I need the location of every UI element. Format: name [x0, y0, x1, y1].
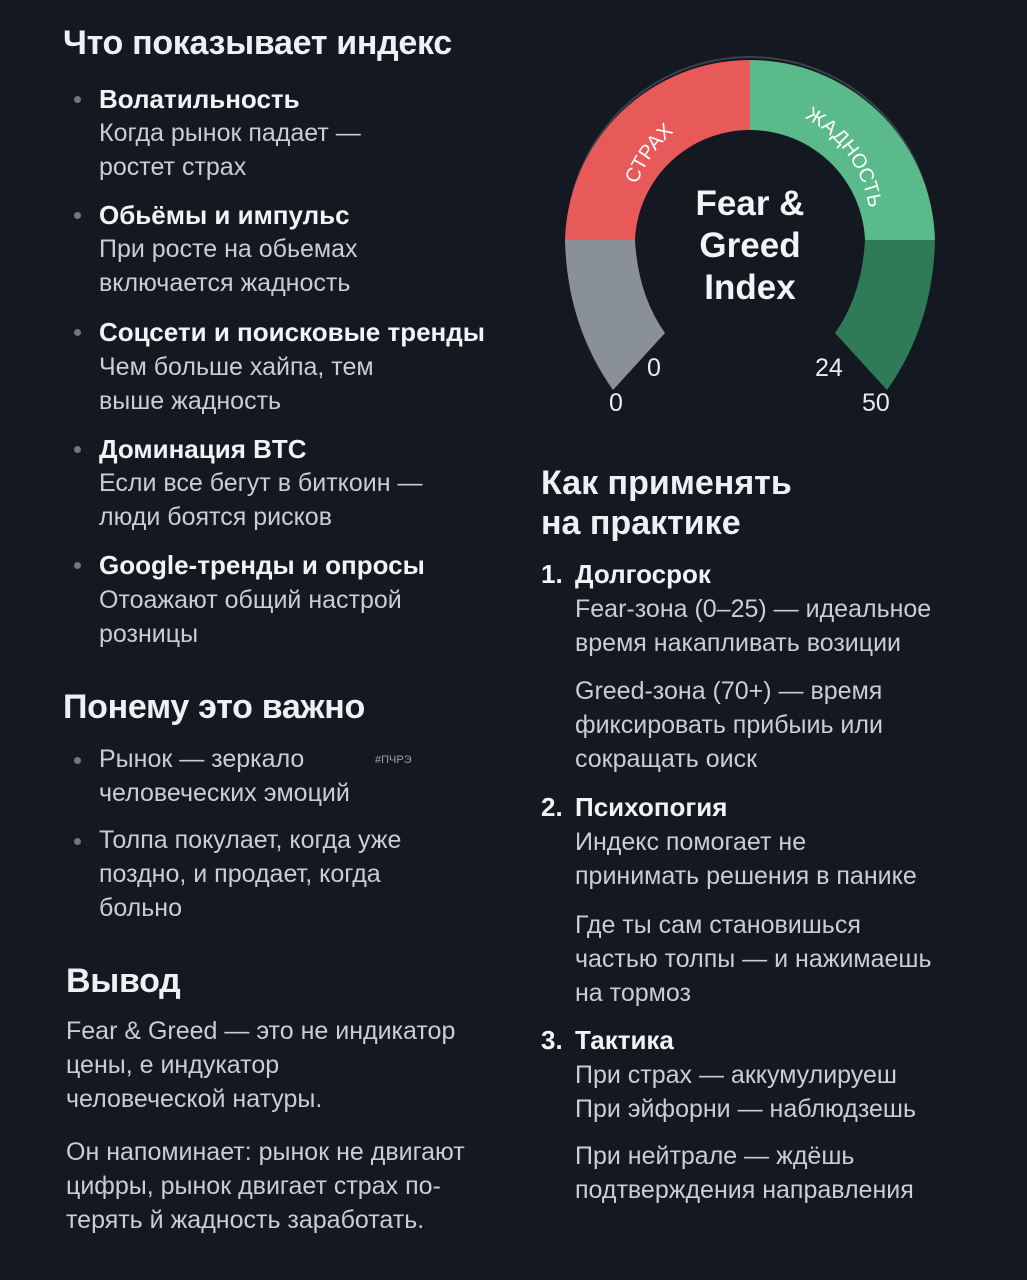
indicator-text: включается жадность	[99, 269, 351, 297]
step-number: 1.	[541, 559, 563, 589]
greed-label: ЖАДНОСТЬ	[802, 103, 886, 210]
indicator-head: Соцсети и поисковые тренды	[99, 317, 485, 347]
step-text: на тормоз	[575, 979, 691, 1007]
step-text: Индекс помогает не	[575, 828, 807, 856]
step-text: частью толпы — и нажимаешь	[575, 945, 932, 973]
conclusion-line: цифры, рынок двигает страх по-	[66, 1172, 441, 1200]
step-text: Fear-зона (0–25) — идеальное	[575, 595, 932, 623]
gauge-title	[670, 183, 830, 309]
step-text: фиксировать прибыиь или	[575, 711, 883, 739]
indicator-text: люди боятся рисков	[99, 503, 332, 531]
indicator-text: розницы	[99, 620, 199, 648]
section-title-practice	[541, 463, 792, 543]
step-text: сокращать оиск	[575, 745, 758, 773]
step-text: При нейтрале — ждёшь	[575, 1142, 855, 1170]
indicator-head: Доминация BTC	[99, 434, 307, 464]
why-text: поздно, и продает, когда	[99, 860, 381, 888]
indicator-text: Когда рынок падает —	[99, 119, 361, 147]
why-text: Толпа покулает, когда уже	[99, 826, 402, 854]
step-text: Где ты сам становишься	[575, 911, 861, 939]
bullet-dot	[74, 757, 81, 764]
step-head: Тактика	[575, 1025, 674, 1055]
step-number: 2.	[541, 792, 563, 822]
practice-title-line: на практике	[541, 504, 741, 542]
step-number: 3.	[541, 1025, 563, 1055]
step-head: Долгосрок	[575, 559, 711, 589]
gauge-outer-left-value: 0	[609, 389, 623, 417]
indicator-text: При росте на обьемах	[99, 235, 358, 263]
gauge-greed-dark-segment	[835, 240, 935, 390]
bullet-dot	[74, 838, 81, 845]
bullet-dot	[74, 562, 81, 569]
indicator-head: Обьёмы и импульс	[99, 200, 350, 230]
section-title-index: Что показывает индекс	[63, 24, 452, 62]
fear-greed-gauge	[545, 50, 955, 430]
bullet-dot	[74, 96, 81, 103]
step-text: При эйфорни — наблюдзешь	[575, 1095, 916, 1123]
step-text: принимать решения в панике	[575, 862, 917, 890]
conclusion-line: человеческой натуры.	[66, 1085, 323, 1113]
why-text: больно	[99, 894, 182, 922]
stray-text: #ПЧРЭ	[375, 754, 412, 766]
gauge-title-line: Greed	[699, 226, 801, 265]
section-title-why: Понему это важно	[63, 688, 365, 726]
section-title-conclusion: Вывод	[66, 962, 181, 1000]
gauge-inner-left-value: 0	[647, 354, 661, 382]
indicator-text: выше жадность	[99, 387, 282, 415]
indicator-text: Чем больше хайпа, тем	[99, 353, 374, 381]
step-head: Психопогия	[575, 792, 728, 822]
gauge-title-line: Index	[704, 268, 796, 307]
step-text: подтверждения направления	[575, 1176, 914, 1204]
conclusion-line: терять й жадность заработать.	[66, 1206, 425, 1234]
gauge-inner-right-value: 24	[815, 354, 843, 382]
gauge-title-line: Fear &	[695, 184, 805, 223]
conclusion-line: Он напоминает: рынок не двигают	[66, 1138, 465, 1166]
bullet-dot	[74, 446, 81, 453]
fear-label: СТРАХ	[621, 119, 678, 187]
indicator-text: Отоажают общий настрой	[99, 586, 402, 614]
conclusion-line: Fear & Greed — это не индикатор	[66, 1017, 456, 1045]
step-text: Greed-зона (70+) — время	[575, 677, 883, 705]
step-text: При страх — аккумулируеш	[575, 1061, 897, 1089]
indicator-text: ростет страх	[99, 153, 247, 181]
conclusion-line: цены, е индукатор	[66, 1051, 280, 1079]
why-text: Рынок — зеркало	[99, 745, 305, 773]
step-text: время накапливать возиции	[575, 629, 902, 657]
indicator-head: Волатильность	[99, 84, 300, 114]
practice-title-line: Как применять	[541, 464, 792, 502]
bullet-dot	[74, 212, 81, 219]
why-text: человеческих эмоций	[99, 779, 350, 807]
bullet-dot	[74, 329, 81, 336]
indicator-text: Если все бегут в биткоин —	[99, 469, 423, 497]
indicator-head: Google-тренды и опросы	[99, 550, 425, 580]
gauge-outer-right-value: 50	[862, 389, 890, 417]
